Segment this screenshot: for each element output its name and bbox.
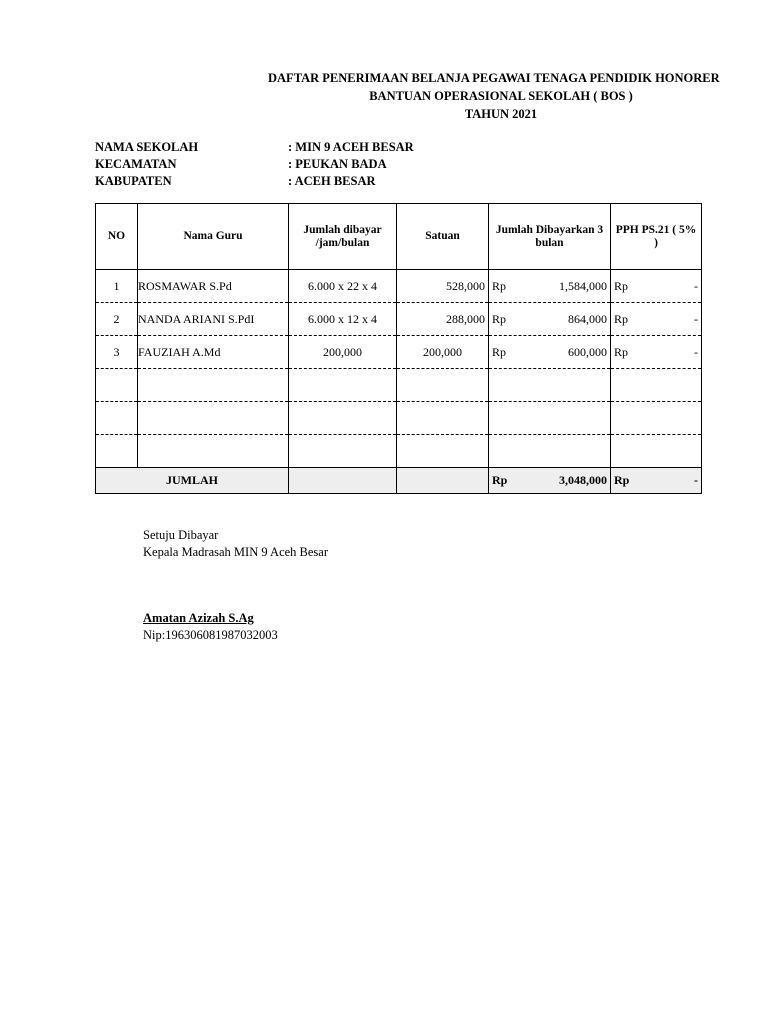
col-header-pph: PPH PS.21 ( 5% ) (611, 204, 702, 270)
cell-empty (289, 435, 397, 468)
table-row (96, 303, 702, 336)
cell-no: 3 (96, 336, 138, 369)
cell-empty (489, 369, 611, 402)
info-row-school (95, 139, 414, 156)
cell-empty (489, 435, 611, 468)
cell-satuan: 528,000 (397, 270, 489, 303)
cell-empty (611, 369, 702, 402)
currency-label: Rp (492, 344, 507, 359)
total-pph-cell (611, 468, 702, 494)
col-header-no: NO (96, 204, 138, 270)
table-header-row (96, 204, 702, 270)
info-value: : ACEH BESAR (288, 174, 376, 188)
currency-label: Rp (492, 473, 508, 487)
table-row-empty (96, 435, 702, 468)
cell-nama: ROSMAWAR S.Pd (138, 270, 289, 303)
cell-nama: NANDA ARIANI S.PdI (138, 303, 289, 336)
cell-empty (289, 402, 397, 435)
cell-pph (611, 303, 702, 336)
amount-value: - (694, 311, 698, 326)
approval-line-1: Setuju Dibayar (143, 528, 219, 542)
cell-dibayarkan (489, 303, 611, 336)
col-header-nama: Nama Guru (138, 204, 289, 270)
school-info (95, 139, 414, 190)
cell-empty (611, 402, 702, 435)
cell-empty (138, 435, 289, 468)
total-amount-cell (489, 468, 611, 494)
cell-satuan: 288,000 (397, 303, 489, 336)
col-header-satuan: Satuan (397, 204, 489, 270)
cell-empty (96, 402, 138, 435)
approval-line-2: Kepala Madrasah MIN 9 Aceh Besar (143, 545, 329, 559)
currency-label: Rp (492, 278, 507, 293)
currency-label: Rp (614, 344, 629, 359)
info-label: KECAMATAN (95, 157, 177, 171)
table-row-empty (96, 369, 702, 402)
cell-no: 1 (96, 270, 138, 303)
col-header-dibayarkan: Jumlah Dibayarkan 3 bulan (489, 204, 611, 270)
cell-nama: FAUZIAH A.Md (138, 336, 289, 369)
currency-label: Rp (614, 278, 629, 293)
cell-empty (289, 468, 397, 494)
cell-satuan: 200,000 (397, 336, 489, 369)
cell-empty (489, 402, 611, 435)
info-label: KABUPATEN (95, 174, 172, 188)
cell-empty (96, 435, 138, 468)
currency-label: Rp (492, 311, 507, 326)
cell-empty (397, 435, 489, 468)
total-label: JUMLAH (96, 468, 289, 494)
info-value: : MIN 9 ACEH BESAR (288, 140, 414, 154)
payment-table (95, 203, 702, 494)
cell-jumlah: 6.000 x 12 x 4 (289, 303, 397, 336)
cell-empty (611, 435, 702, 468)
cell-no: 2 (96, 303, 138, 336)
document-title: DAFTAR PENERIMAAN BELANJA PEGAWAI TENAGA PENDIDIK HONORER (268, 71, 720, 85)
cell-empty (138, 369, 289, 402)
total-amount: 3,048,000 (559, 473, 607, 487)
amount-value: 600,000 (568, 344, 607, 359)
signatory-name: Amatan Azizah S.Ag (143, 611, 254, 625)
cell-pph (611, 270, 702, 303)
amount-value: 1,584,000 (559, 278, 607, 293)
cell-empty (397, 468, 489, 494)
currency-label: Rp (614, 311, 629, 326)
document-year: TAHUN 2021 (464, 107, 538, 121)
cell-dibayarkan (489, 270, 611, 303)
table-row-empty (96, 402, 702, 435)
cell-dibayarkan (489, 336, 611, 369)
table-row (96, 336, 702, 369)
cell-empty (397, 402, 489, 435)
info-label: NAMA SEKOLAH (95, 140, 199, 154)
table-row (96, 270, 702, 303)
total-pph: - (694, 473, 698, 487)
currency-label: Rp (614, 473, 630, 487)
info-row-district (95, 156, 414, 173)
cell-jumlah: 6.000 x 22 x 4 (289, 270, 397, 303)
cell-empty (138, 402, 289, 435)
cell-empty (289, 369, 397, 402)
cell-jumlah: 200,000 (289, 336, 397, 369)
document-subtitle: BANTUAN OPERASIONAL SEKOLAH ( BOS ) (369, 89, 633, 103)
cell-empty (397, 369, 489, 402)
amount-value: - (694, 278, 698, 293)
total-row (96, 468, 702, 494)
info-value: : PEUKAN BADA (288, 157, 387, 171)
amount-value: - (694, 344, 698, 359)
col-header-jumlah: Jumlah dibayar /jam/bulan (289, 204, 397, 270)
signatory-nip: Nip:196306081987032003 (143, 628, 278, 642)
info-row-regency (95, 173, 414, 190)
cell-pph (611, 336, 702, 369)
amount-value: 864,000 (568, 311, 607, 326)
cell-empty (96, 369, 138, 402)
